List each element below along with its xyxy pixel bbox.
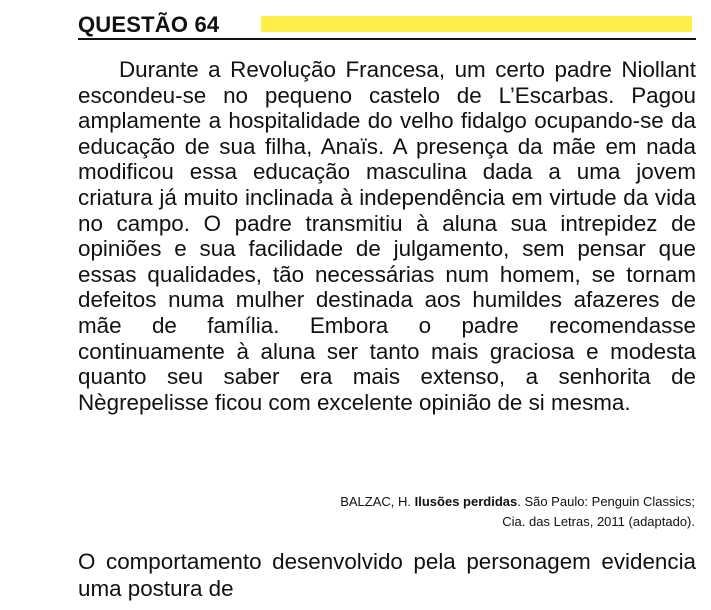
source-citation xyxy=(78,492,695,532)
header-underline xyxy=(78,38,696,40)
header-highlight-bar xyxy=(261,16,692,32)
passage-text: Durante a Revolução Francesa, um certo padre Niollant escondeu-se no pequeno castelo de L’Escarbas. Pagou amplamente a hospitalidade do velho fidalgo ocupando-se da educação de sua filha, Anaïs. A presença da mãe em nada modificou essa educação masculina dada a uma jovem criatura já muito inclinada à independência em virtude da vida no campo. O padre transmitiu à aluna sua intrepidez de opiniões e sua facilidade de julgamento, sem pensar que essas qualidades, tão necessárias num homem, se tornam defeitos numa mulher destinada aos humildes afazeres de mãe de família. Embora o padre recomendasse continuamente à aluna ser tanto mais graciosa e modesta quanto seu saber era mais extenso, a senhorita de Nègrepelisse ficou com excelente opinião de si mesma. xyxy=(78,57,696,415)
citation-work: Ilusões perdidas xyxy=(414,494,518,509)
question-title: QUESTÃO 64 xyxy=(78,12,220,37)
citation-author: BALZAC, H. xyxy=(340,494,415,509)
citation-publisher-line2: Cia. das Letras, 2011 (adaptado). xyxy=(502,514,695,529)
question-prompt: O comportamento desenvolvido pela personagem evidencia uma postura de xyxy=(78,549,696,601)
citation-publisher-line1: . São Paulo: Penguin Classics; xyxy=(517,494,695,509)
question-header xyxy=(78,8,696,40)
